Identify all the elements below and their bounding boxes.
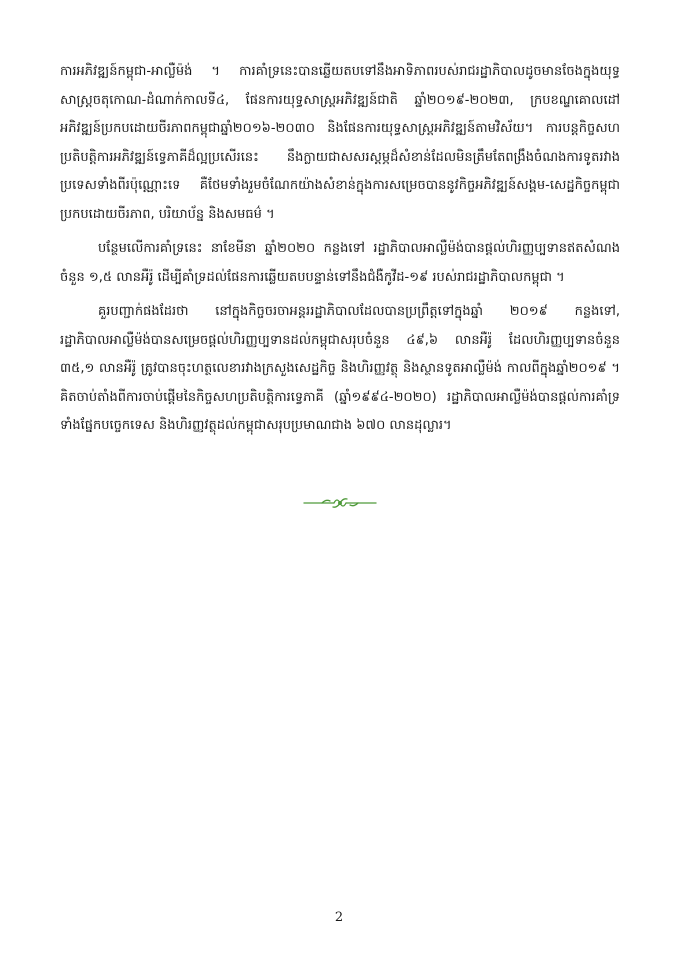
ornament-divider-icon	[300, 494, 380, 512]
paragraph-1: ការអភិវឌ្ឍន៍កម្ពុជា-អាល្លឺម៉ង់ ។ ការគាំទ្រនេះបានឆ្លើយតបទៅនឹងអាទិភាពរបស់រាជរដ្ឋាភិបាលដូចមានចែងក្នុងយុទ្ធសាស្ត្រចតុកោណ-ដំណាក់កាលទី៤, ផែនការយុទ្ធសាស្ត្រអភិវឌ្ឍន៍ជាតិ ឆ្នាំ២០១៩-២០២៣, ក្របខណ្ឌគោលដៅអភិវឌ្ឍន៍ប្រកបដោយចីរភាពកម្ពុជាឆ្នាំ២០១៦-២០៣០ និងផែនការយុទ្ធសាស្ត្រអភិវឌ្ឍន៍តាមវិស័យ។ ការបន្តកិច្ចសហប្រតិបត្តិការអភិវឌ្ឍន៍ទ្វេភាគីដ៏ល្អប្រសើរនេះ នឹងក្លាយជាសសរស្តម្ភដ៏សំខាន់ដែលមិនត្រឹមតែពង្រឹងចំណងការទូតរវាងប្រទេសទាំងពីរប៉ុណ្ណោះទេ គឺថែមទាំងរួមចំណែកយ៉ាងសំខាន់ក្នុងការសម្រេចបាននូវកិច្ចអភិវឌ្ឍន៍សង្គម-សេដ្ឋកិច្ចកម្ពុជាប្រកបដោយចីរភាព, បរិយាប័ន្ន និងសមធម៌ ។	[60, 64, 620, 222]
page-number: 2	[334, 910, 344, 925]
paragraph-3: គួរបញ្ជាក់ផងដែរថា នៅក្នុងកិច្ចចរចាអន្តររដ្ឋាភិបាលដែលបានប្រព្រឹត្តទៅក្នុងឆ្នាំ ២០១៩ កន្លងទៅ, រដ្ឋាភិបាលអាល្លឺម៉ង់បានសម្រេចផ្ដល់ហិរញ្ញប្បទានដល់កម្ពុជាសរុបចំនួន ៤៩,៦ លានអឺរ៉ូ ដែលហិរញ្ញប្បទានចំនួន ៣៥,១ លានអឺរ៉ូ ត្រូវបានចុះហត្ថលេខារវាងក្រសួងសេដ្ឋកិច្ច និងហិរញ្ញវត្ថុ និងស្ថានទូតអាល្លឺម៉ង់ កាលពីក្នុងឆ្នាំ២០១៩ ។ គិតចាប់តាំងពីការចាប់ផ្ដើមនៃកិច្ចសហប្រតិបត្តិការទ្វេភាគី (ឆ្នាំ១៩៩៤-២០២០) រដ្ឋាភិបាលអាល្លឺម៉ង់បានផ្ដល់ការគាំទ្រទាំងផ្នែកបច្ចេកទេស និងហិរញ្ញវត្ថុដល់កម្ពុជាសរុបប្រមាណជាង ៦៧០ លានដុល្លារ។	[60, 304, 620, 433]
paragraph-2: បន្ថែមលើការគាំទ្រនេះ នាខែមីនា ឆ្នាំ២០២០ កន្លងទៅ រដ្ឋាភិបាលអាល្លឺម៉ង់បានផ្ដល់ហិរញ្ញប្បទានឥតសំណងចំនួន ១,៥ លានអឺរ៉ូ ដើម្បីគាំទ្រដល់ផែនការឆ្លើយតបបន្ទាន់ទៅនឹងជំងឺកូវីដ-១៩ របស់រាជរដ្ឋាភិបាលកម្ពុជា ។	[60, 241, 620, 285]
document-body	[60, 58, 620, 441]
